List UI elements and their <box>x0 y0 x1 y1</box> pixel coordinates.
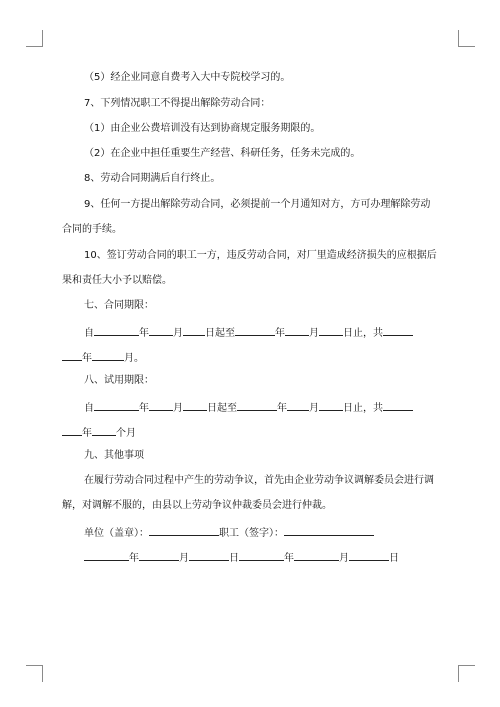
clause-10-line1: 10、签订劳动合同的职工一方，违反劳动合同，对厂里造成经济损失的应根据后 <box>84 250 437 261</box>
blank-field[interactable] <box>139 550 179 561</box>
trial-period-line1: 自 年 月 日起至 年 月 日止，共 <box>84 400 413 415</box>
clause-7-2: （2）在企业中担任重要生产经营、科研任务，任务未完成的。 <box>84 148 361 159</box>
trial-period-line2: 年 个月 <box>62 425 136 440</box>
other-matters-heading: 九、其他事项 <box>84 450 144 461</box>
blank-field[interactable] <box>237 400 277 411</box>
blank-field[interactable] <box>383 400 413 411</box>
crop-mark-top-left <box>26 30 43 47</box>
blank-field[interactable] <box>287 400 309 411</box>
blank-field[interactable] <box>94 400 139 411</box>
clause-7: 7、下列情况职工不得提出解除劳动合同： <box>84 98 271 109</box>
blank-field[interactable] <box>149 400 173 411</box>
unit-stamp-field[interactable] <box>149 525 219 536</box>
blank-field[interactable] <box>62 425 82 436</box>
crop-mark-bottom-left <box>26 665 43 682</box>
clause-8: 8、劳动合同期满后自行终止。 <box>84 173 221 184</box>
signature-date-line: 年 月 日 年 月 日 <box>84 550 399 565</box>
clause-5: （5）经企业同意自费考入大中专院校学习的。 <box>84 72 291 83</box>
blank-field[interactable] <box>183 400 207 411</box>
blank-field[interactable] <box>94 325 139 336</box>
signature-line: 单位（盖章）： 职工（签字）： <box>84 525 374 540</box>
blank-field[interactable] <box>62 350 82 361</box>
blank-field[interactable] <box>84 550 129 561</box>
other-matters-line1: 在履行劳动合同过程中产生的劳动争议，首先由企业劳动争议调解委员会进行调 <box>84 475 434 486</box>
blank-field[interactable] <box>349 550 389 561</box>
contract-period-line1: 自 年 月 日起至 年 月 日止，共 <box>84 325 413 340</box>
trial-period-heading: 八、试用期限： <box>84 375 154 386</box>
blank-field[interactable] <box>189 550 229 561</box>
contract-period-line2: 年 月。 <box>62 350 144 365</box>
clause-9-line2: 合同的手续。 <box>62 224 122 235</box>
blank-field[interactable] <box>149 325 173 336</box>
blank-field[interactable] <box>183 325 205 336</box>
crop-mark-top-right <box>458 30 475 47</box>
crop-mark-bottom-right <box>458 665 475 682</box>
blank-field[interactable] <box>92 425 116 436</box>
blank-field[interactable] <box>294 550 339 561</box>
blank-field[interactable] <box>285 325 309 336</box>
blank-field[interactable] <box>92 350 124 361</box>
contract-period-heading: 七、合同期限： <box>84 300 154 311</box>
clause-7-1: （1）由企业公费培训没有达到协商规定服务期限的。 <box>84 123 321 134</box>
blank-field[interactable] <box>383 325 413 336</box>
clause-9-line1: 9、任何一方提出解除劳动合同，必须提前一个月通知对方，方可办理解除劳动 <box>84 199 431 210</box>
blank-field[interactable] <box>319 400 343 411</box>
blank-field[interactable] <box>239 550 284 561</box>
worker-signature-field[interactable] <box>284 525 374 536</box>
other-matters-line2: 解，对调解不服的，由县以上劳动争议仲裁委员会进行仲裁。 <box>62 500 332 511</box>
blank-field[interactable] <box>235 325 275 336</box>
blank-field[interactable] <box>319 325 343 336</box>
clause-10-line2: 果和责任大小予以赔偿。 <box>62 275 172 286</box>
